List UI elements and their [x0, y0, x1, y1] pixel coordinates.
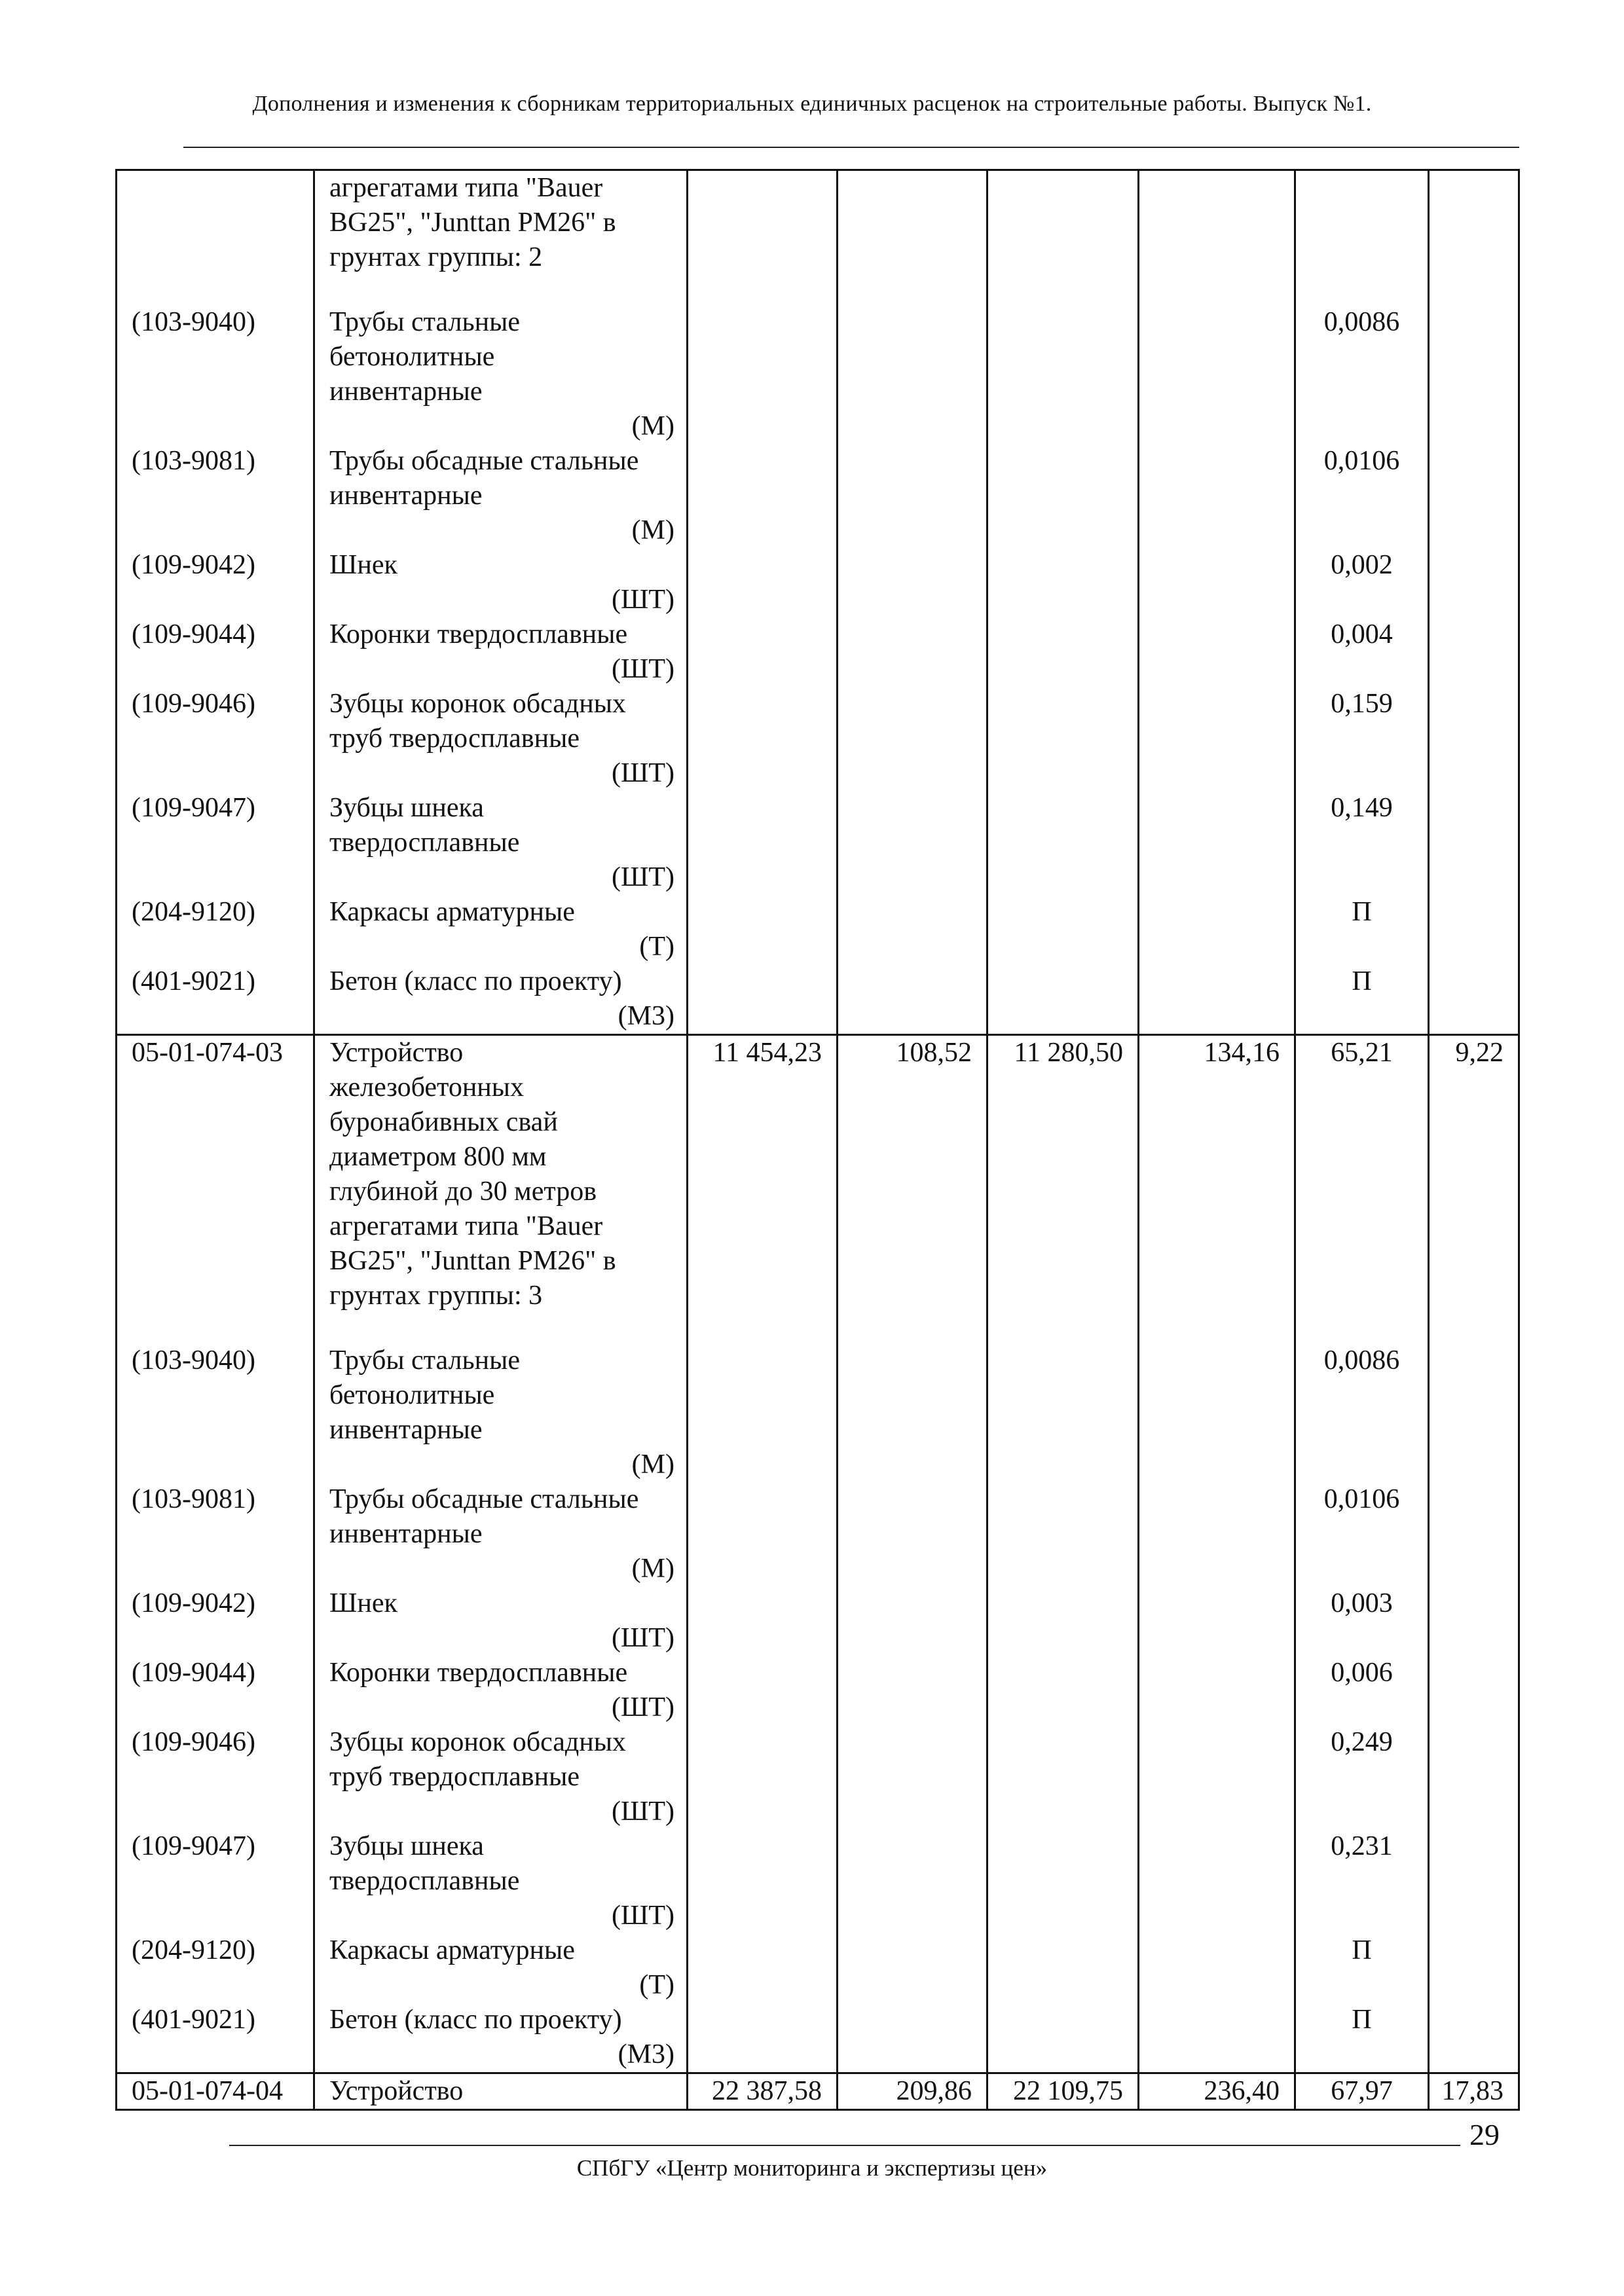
name-line: Трубы стальные [329, 1345, 521, 1376]
empty-cell [838, 1482, 987, 1586]
rate-value: 65,21 [1295, 1035, 1429, 1344]
resource-unit: (ШТ) [612, 1901, 674, 1931]
rate-value: 209,86 [838, 2073, 987, 2110]
name-line: труб твердосплавные [329, 723, 580, 754]
code-cell [117, 170, 314, 306]
resource-row [117, 617, 1519, 687]
resource-code: (401-9021) [117, 964, 314, 1035]
empty-cell [688, 964, 838, 1035]
name-line: BG25", "Junttan PM26" в [329, 1246, 616, 1276]
name-line: BG25", "Junttan PM26" в [329, 208, 616, 238]
resource-name [314, 1656, 688, 1725]
empty-cell [1139, 687, 1295, 791]
name-line: бетонолитные [329, 1380, 495, 1410]
resource-name [314, 1482, 688, 1586]
empty-cell [1429, 170, 1519, 306]
empty-cell [987, 1482, 1139, 1586]
resource-norm: 0,003 [1295, 1586, 1429, 1656]
rate-value: 11 454,23 [688, 1035, 838, 1344]
empty-cell [838, 1586, 987, 1656]
empty-cell [1139, 1586, 1295, 1656]
rate-name [314, 1035, 688, 1344]
empty-cell [838, 1656, 987, 1725]
empty-cell [1139, 791, 1295, 895]
resource-code: (109-9042) [117, 1586, 314, 1656]
name-line: инвентарные [329, 1415, 483, 1445]
rate-name [314, 2073, 688, 2110]
resource-code: (204-9120) [117, 1933, 314, 2003]
resource-name [314, 1725, 688, 1829]
resource-code: (109-9046) [117, 1725, 314, 1829]
empty-cell [1429, 305, 1519, 444]
name-line: инвентарные [329, 376, 483, 407]
resource-row [117, 791, 1519, 895]
rate-value: 9,22 [1429, 1035, 1519, 1344]
empty-cell [1429, 1586, 1519, 1656]
empty-cell [1139, 2003, 1295, 2073]
resource-norm: 0,159 [1295, 687, 1429, 791]
resource-row [117, 444, 1519, 548]
resource-norm: П [1295, 895, 1429, 964]
table-row [117, 170, 1519, 306]
empty-cell [1429, 1933, 1519, 2003]
resource-row [117, 305, 1519, 444]
resource-norm: 0,0106 [1295, 444, 1429, 548]
name-line: Трубы обсадные стальные [329, 1484, 639, 1514]
resource-row [117, 1656, 1519, 1725]
resource-name [314, 2003, 688, 2073]
resource-row [117, 1343, 1519, 1482]
resource-unit: (ШТ) [612, 585, 674, 615]
name-line: грунтах группы: 2 [329, 242, 543, 272]
name-line: Коронки твердосплавные [329, 619, 628, 649]
name-line: твердосплавные [329, 1866, 520, 1896]
empty-cell [1139, 617, 1295, 687]
empty-cell [1139, 964, 1295, 1035]
name-line: Каркасы арматурные [329, 897, 575, 927]
resource-name [314, 1343, 688, 1482]
name-line: Каркасы арматурные [329, 1935, 575, 1965]
name-line: грунтах группы: 3 [329, 1281, 543, 1311]
resource-norm: П [1295, 2003, 1429, 2073]
resource-code: (401-9021) [117, 2003, 314, 2073]
resource-unit: (М) [631, 515, 674, 545]
empty-cell [1429, 444, 1519, 548]
empty-cell [987, 617, 1139, 687]
rate-value: 67,97 [1295, 2073, 1429, 2110]
resource-name [314, 1933, 688, 2003]
empty-cell [1429, 1343, 1519, 1482]
name-line: агрегатами типа "Bauer [329, 1211, 603, 1241]
name-line: Устройство [329, 1038, 464, 1068]
name-line: агрегатами типа "Bauer [329, 173, 603, 203]
empty-cell [1429, 1482, 1519, 1586]
name-line: Шнек [329, 1588, 397, 1618]
empty-cell [688, 687, 838, 791]
empty-cell [987, 170, 1139, 306]
resource-name [314, 305, 688, 444]
resource-row [117, 895, 1519, 964]
resource-unit: (ШТ) [612, 1692, 674, 1722]
empty-cell [987, 2003, 1139, 2073]
resource-unit: (ШТ) [612, 758, 674, 788]
resource-norm: П [1295, 964, 1429, 1035]
empty-cell [688, 1725, 838, 1829]
empty-cell [688, 1343, 838, 1482]
resource-row [117, 1829, 1519, 1933]
resource-norm: 0,231 [1295, 1829, 1429, 1933]
empty-cell [688, 1933, 838, 2003]
resource-unit: (М) [631, 411, 674, 441]
empty-cell [838, 305, 987, 444]
empty-cell [838, 964, 987, 1035]
empty-cell [1139, 1725, 1295, 1829]
empty-cell [1139, 895, 1295, 964]
name-line: Шнек [329, 550, 397, 580]
resource-norm: 0,249 [1295, 1725, 1429, 1829]
empty-cell [987, 1343, 1139, 1482]
rate-value: 236,40 [1139, 2073, 1295, 2110]
empty-cell [1429, 1725, 1519, 1829]
resource-unit: (М3) [618, 2039, 674, 2069]
name-line: железобетонных [329, 1072, 524, 1102]
resource-unit: (М3) [618, 1001, 674, 1031]
resource-unit: (М) [631, 1554, 674, 1584]
resource-row [117, 964, 1519, 1035]
empty-cell [1429, 1829, 1519, 1933]
empty-cell [987, 548, 1139, 617]
rate-value: 17,83 [1429, 2073, 1519, 2110]
name-line: Устройство [329, 2076, 464, 2106]
name-line: инвентарные [329, 481, 483, 511]
empty-cell [838, 687, 987, 791]
name-line: инвентарные [329, 1519, 483, 1549]
empty-cell [1295, 170, 1429, 306]
resource-unit: (ШТ) [612, 654, 674, 684]
empty-cell [987, 791, 1139, 895]
empty-cell [987, 1829, 1139, 1933]
empty-cell [1139, 1656, 1295, 1725]
resource-norm: 0,0086 [1295, 305, 1429, 444]
name-line: Трубы обсадные стальные [329, 446, 639, 476]
empty-cell [838, 548, 987, 617]
name-line: диаметром 800 мм [329, 1142, 547, 1172]
resource-name [314, 444, 688, 548]
resource-code: (103-9081) [117, 1482, 314, 1586]
empty-cell [838, 1933, 987, 2003]
resource-unit: (ШТ) [612, 862, 674, 892]
name-line: Бетон (класс по проекту) [329, 966, 622, 996]
resource-norm: 0,149 [1295, 791, 1429, 895]
resource-code: (103-9040) [117, 305, 314, 444]
name-line: глубиной до 30 метров [329, 1176, 597, 1207]
empty-cell [1429, 791, 1519, 895]
empty-cell [1139, 1933, 1295, 2003]
empty-cell [838, 444, 987, 548]
empty-cell [987, 1725, 1139, 1829]
footer-divider [229, 2145, 1460, 2146]
rate-code: 05-01-074-03 [117, 1035, 314, 1344]
empty-cell [838, 617, 987, 687]
empty-cell [987, 1933, 1139, 2003]
resource-norm: 0,004 [1295, 617, 1429, 687]
empty-cell [688, 548, 838, 617]
resource-norm: П [1295, 1933, 1429, 2003]
resource-unit: (Т) [639, 1970, 674, 2000]
resource-name [314, 1586, 688, 1656]
resource-name [314, 895, 688, 964]
empty-cell [838, 1343, 987, 1482]
rate-value: 22 109,75 [987, 2073, 1139, 2110]
resource-row [117, 1482, 1519, 1586]
resource-name [314, 687, 688, 791]
resource-code: (109-9044) [117, 617, 314, 687]
empty-cell [688, 1482, 838, 1586]
header-divider [183, 147, 1519, 148]
name-line: Трубы стальные [329, 307, 521, 337]
resource-row [117, 1725, 1519, 1829]
name-line: Зубцы шнека [329, 1831, 484, 1861]
empty-cell [688, 1586, 838, 1656]
resource-row [117, 2003, 1519, 2073]
page-number: 29 [1469, 2118, 1500, 2151]
empty-cell [1429, 895, 1519, 964]
rate-value: 11 280,50 [987, 1035, 1139, 1344]
empty-cell [1139, 305, 1295, 444]
empty-cell [838, 895, 987, 964]
empty-cell [1139, 1482, 1295, 1586]
empty-cell [987, 1586, 1139, 1656]
resource-code: (109-9047) [117, 791, 314, 895]
resource-code: (109-9044) [117, 1656, 314, 1725]
empty-cell [838, 1725, 987, 1829]
resource-code: (109-9046) [117, 687, 314, 791]
empty-cell [688, 2003, 838, 2073]
name-line: Зубцы коронок обсадных [329, 689, 626, 719]
empty-cell [1429, 2003, 1519, 2073]
empty-cell [1429, 1656, 1519, 1725]
resource-code: (103-9081) [117, 444, 314, 548]
name-line: Коронки твердосплавные [329, 1658, 628, 1688]
name-line: Бетон (класс по проекту) [329, 2005, 622, 2035]
resource-unit: (ШТ) [612, 1796, 674, 1827]
rate-code: 05-01-074-04 [117, 2073, 314, 2110]
resource-norm: 0,006 [1295, 1656, 1429, 1725]
rates-table [115, 169, 1520, 2111]
empty-cell [688, 1829, 838, 1933]
resource-norm: 0,0086 [1295, 1343, 1429, 1482]
rate-value: 134,16 [1139, 1035, 1295, 1344]
empty-cell [688, 895, 838, 964]
empty-cell [1429, 687, 1519, 791]
resource-unit: (Т) [639, 932, 674, 962]
resource-row [117, 1586, 1519, 1656]
empty-cell [688, 1656, 838, 1725]
empty-cell [1139, 444, 1295, 548]
empty-cell [1139, 548, 1295, 617]
resource-row [117, 687, 1519, 791]
empty-cell [838, 2003, 987, 2073]
name-line: твердосплавные [329, 828, 520, 858]
resource-norm: 0,002 [1295, 548, 1429, 617]
resource-code: (109-9047) [117, 1829, 314, 1933]
resource-code: (103-9040) [117, 1343, 314, 1482]
rate-value: 22 387,58 [688, 2073, 838, 2110]
resource-norm: 0,0106 [1295, 1482, 1429, 1586]
resource-code: (109-9042) [117, 548, 314, 617]
empty-cell [987, 305, 1139, 444]
empty-cell [838, 791, 987, 895]
empty-cell [688, 617, 838, 687]
resource-code: (204-9120) [117, 895, 314, 964]
empty-cell [1429, 964, 1519, 1035]
empty-cell [838, 170, 987, 306]
rate-value: 108,52 [838, 1035, 987, 1344]
name-line: буронабивных свай [329, 1107, 558, 1137]
empty-cell [688, 170, 838, 306]
resource-name [314, 964, 688, 1035]
empty-cell [1429, 617, 1519, 687]
resource-name [314, 1829, 688, 1933]
name-cell [314, 170, 688, 306]
empty-cell [987, 895, 1139, 964]
empty-cell [688, 444, 838, 548]
resource-name [314, 617, 688, 687]
empty-cell [1139, 170, 1295, 306]
name-line: Зубцы шнека [329, 793, 484, 823]
name-line: бетонолитные [329, 342, 495, 372]
resource-unit: (ШТ) [612, 1623, 674, 1653]
name-line: труб твердосплавные [329, 1762, 580, 1792]
name-line: Зубцы коронок обсадных [329, 1727, 626, 1757]
rate-row [117, 1035, 1519, 1344]
empty-cell [987, 687, 1139, 791]
empty-cell [987, 1656, 1139, 1725]
footer-organization: СПбГУ «Центр мониторинга и экспертизы цен» [576, 2155, 1048, 2181]
rate-row [117, 2073, 1519, 2110]
empty-cell [987, 964, 1139, 1035]
resource-row [117, 548, 1519, 617]
resource-unit: (М) [631, 1449, 674, 1480]
resource-name [314, 791, 688, 895]
empty-cell [1139, 1343, 1295, 1482]
empty-cell [1429, 548, 1519, 617]
resource-row [117, 1933, 1519, 2003]
empty-cell [688, 305, 838, 444]
empty-cell [838, 1829, 987, 1933]
page-header: Дополнения и изменения к сборникам территориальных единичных расценок на строительные работы. Выпуск №1. [252, 92, 1372, 116]
empty-cell [1139, 1829, 1295, 1933]
empty-cell [987, 444, 1139, 548]
resource-name [314, 548, 688, 617]
empty-cell [688, 791, 838, 895]
